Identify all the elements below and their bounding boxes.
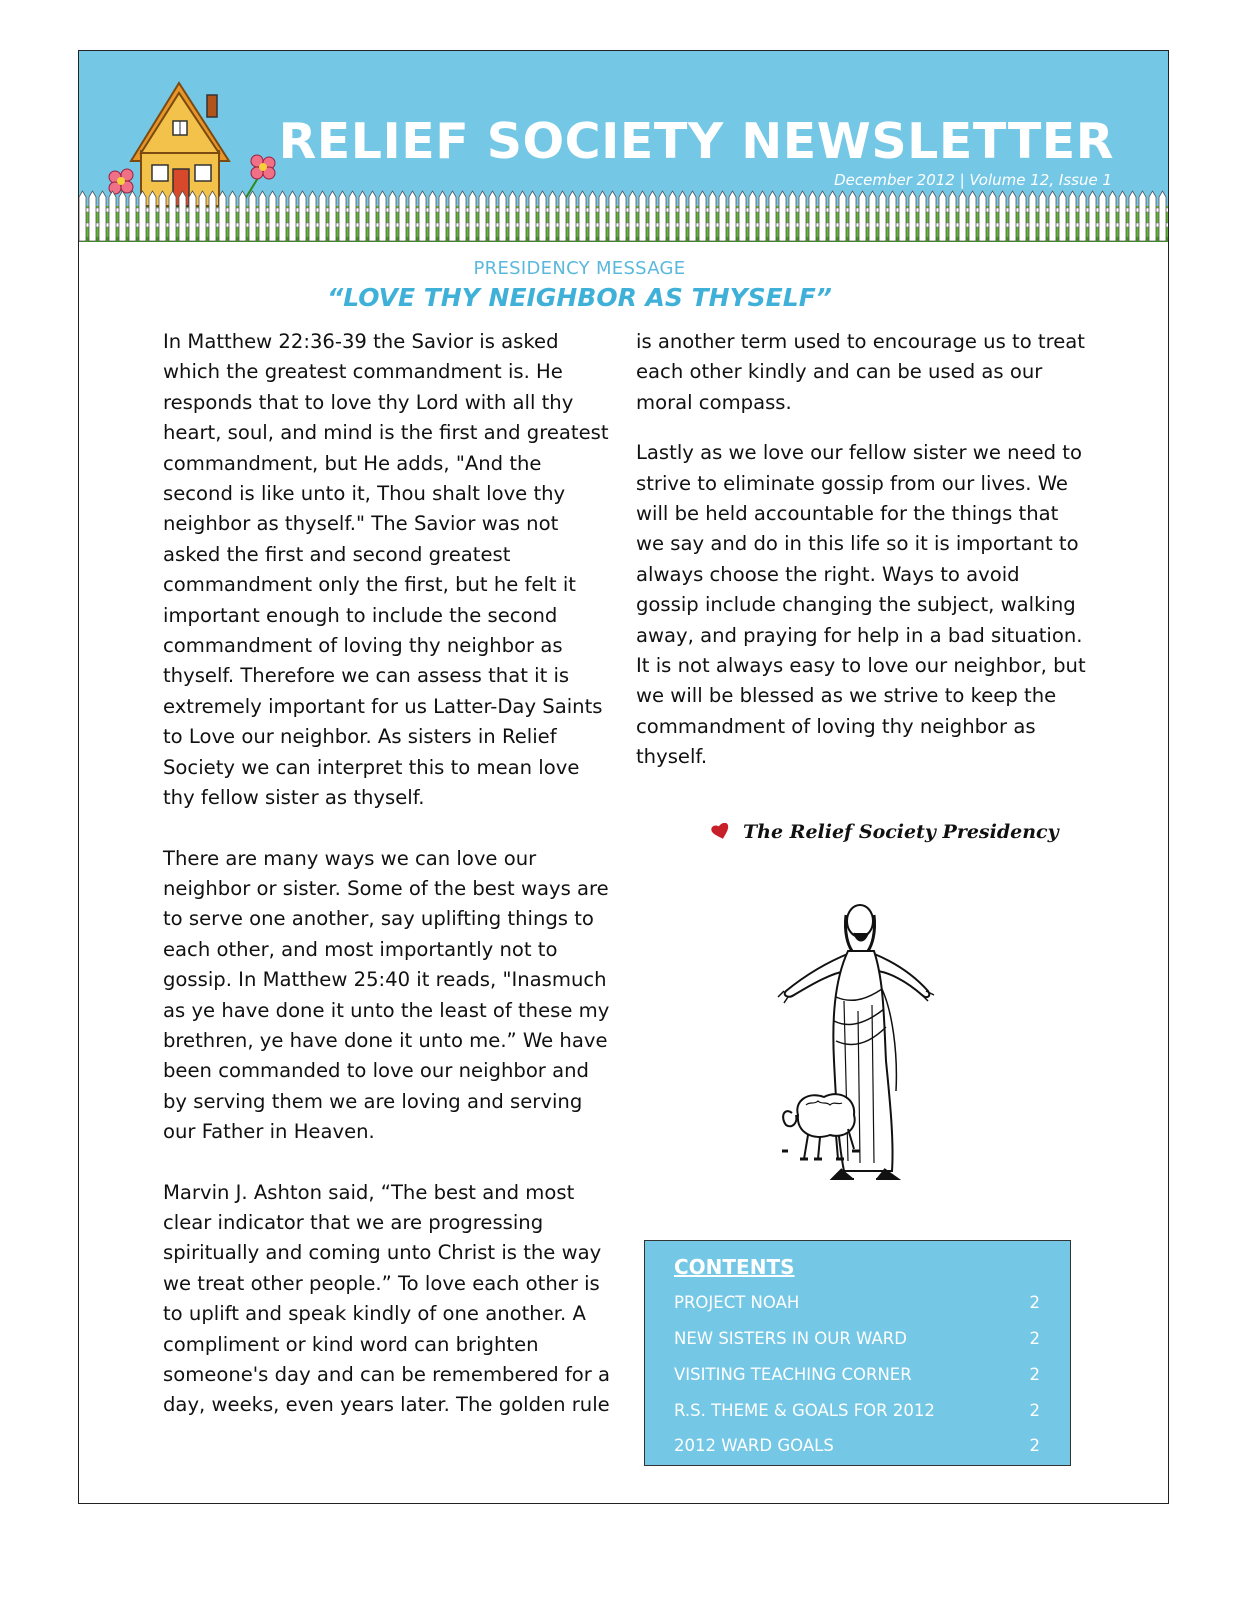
- fence-picket: [899, 191, 906, 241]
- article-paragraph: Marvin J. Ashton said, “The best and most clear indicator that we are progressing spiritually and coming unto Christ is the way we treat other people.” To love each other is to uplift and speak kindly of one another. A compliment or kind word can brighten someone's day and can be remembered for a day, weeks, even years later. The golden rule: [163, 1180, 611, 1417]
- fence-picket: [1019, 191, 1026, 241]
- fence-picket: [399, 191, 406, 241]
- fence-picket: [539, 191, 546, 241]
- fence-picket: [209, 191, 216, 241]
- fence-picket: [919, 191, 926, 241]
- fence-picket: [509, 191, 516, 241]
- issue-line: December 2012 | Volume 12, Issue 1: [834, 171, 1112, 189]
- fence-picket: [609, 191, 616, 241]
- contents-item-label: NEW SISTERS IN OUR WARD: [674, 1329, 907, 1348]
- fence-picket: [1029, 191, 1036, 241]
- fence-picket: [419, 191, 426, 241]
- fence-picket: [439, 191, 446, 241]
- fence-picket: [1139, 191, 1146, 241]
- contents-item-label: VISITING TEACHING CORNER: [674, 1365, 912, 1384]
- fence-picket: [909, 191, 916, 241]
- fence-picket: [1159, 191, 1166, 241]
- fence-picket: [239, 191, 246, 241]
- fence-picket: [849, 191, 856, 241]
- fence-picket: [859, 191, 866, 241]
- fence-picket: [489, 191, 496, 241]
- fence-picket: [469, 191, 476, 241]
- fence-picket: [739, 191, 746, 241]
- fence-picket: [999, 191, 1006, 241]
- fence-picket: [599, 191, 606, 241]
- contents-item-label: PROJECT NOAH: [674, 1293, 800, 1312]
- article-left-column: [163, 327, 615, 1421]
- fence-picket: [549, 191, 556, 241]
- contents-item[interactable]: [674, 1329, 1040, 1351]
- fence-picket: [789, 191, 796, 241]
- fence-picket: [1149, 191, 1156, 241]
- fence-picket: [1079, 191, 1086, 241]
- fence-picket: [779, 191, 786, 241]
- article-paragraph: is another term used to encourage us to treat each other kindly and can be used as our moral compass.: [636, 330, 1085, 414]
- fence-picket: [309, 191, 316, 241]
- fence-picket: [279, 191, 286, 241]
- fence-picket: [769, 191, 776, 241]
- fence-picket: [369, 191, 376, 241]
- fence-picket: [719, 191, 726, 241]
- fence-picket: [349, 191, 356, 241]
- contents-item-page: 2: [1029, 1365, 1040, 1384]
- fence-picket: [1039, 191, 1046, 241]
- fence-picket: [749, 191, 756, 241]
- newsletter-page: [78, 50, 1169, 1504]
- fence-picket: [819, 191, 826, 241]
- contents-item-label: 2012 WARD GOALS: [674, 1436, 834, 1455]
- fence-picket: [959, 191, 966, 241]
- fence-picket: [1109, 191, 1116, 241]
- fence-picket: [1129, 191, 1136, 241]
- fence-picket: [409, 191, 416, 241]
- fence-picket: [329, 191, 336, 241]
- fence-picket: [929, 191, 936, 241]
- fence-picket: [829, 191, 836, 241]
- fence-picket: [689, 191, 696, 241]
- newsletter-title: RELIEF SOCIETY NEWSLETTER: [278, 113, 1114, 170]
- fence-picket: [809, 191, 816, 241]
- contents-item-page: 2: [1029, 1329, 1040, 1348]
- fence-picket: [289, 191, 296, 241]
- fence-picket: [109, 191, 116, 241]
- heart-icon: [711, 823, 731, 840]
- fence-picket: [799, 191, 806, 241]
- fence-picket: [119, 191, 126, 241]
- fence-picket: [939, 191, 946, 241]
- contents-item-page: 2: [1029, 1293, 1040, 1312]
- fence-picket: [529, 191, 536, 241]
- fence-picket: [639, 191, 646, 241]
- fence-picket: [429, 191, 436, 241]
- fence-picket: [269, 191, 276, 241]
- article-right-column: [636, 327, 1086, 773]
- fence-picket: [1119, 191, 1126, 241]
- fence-picket: [839, 191, 846, 241]
- fence-picket: [89, 191, 96, 241]
- fence-picket: [1059, 191, 1066, 241]
- contents-item[interactable]: [674, 1365, 1040, 1387]
- fence-picket: [679, 191, 686, 241]
- fence-picket: [189, 191, 196, 241]
- fence-picket: [569, 191, 576, 241]
- fence-picket: [259, 191, 266, 241]
- fence-picket: [579, 191, 586, 241]
- fence-picket: [629, 191, 636, 241]
- fence-picket: [129, 191, 136, 241]
- fence-picket: [459, 191, 466, 241]
- newsletter-banner: [79, 51, 1168, 242]
- fence-picket: [99, 191, 106, 241]
- fence-picket: [879, 191, 886, 241]
- fence-picket: [519, 191, 526, 241]
- fence-picket: [229, 191, 236, 241]
- signature-text: The Relief Society Presidency: [743, 821, 1059, 843]
- fence-picket: [1049, 191, 1056, 241]
- fence-picket: [1069, 191, 1076, 241]
- fence-picket: [949, 191, 956, 241]
- fence-picket: [1099, 191, 1106, 241]
- fence-picket: [159, 191, 166, 241]
- fence-picket: [319, 191, 326, 241]
- fence-picket: [179, 191, 186, 241]
- fence-picket: [709, 191, 716, 241]
- fence-picket: [249, 191, 256, 241]
- fence-picket: [169, 191, 176, 241]
- fence-picket: [559, 191, 566, 241]
- fence-picket: [219, 191, 226, 241]
- fence-picket: [589, 191, 596, 241]
- contents-item[interactable]: [674, 1436, 1040, 1458]
- fence-picket: [989, 191, 996, 241]
- fence-picket: [359, 191, 366, 241]
- fence-picket: [339, 191, 346, 241]
- fence-picket: [79, 191, 86, 241]
- contents-item[interactable]: [674, 1401, 1040, 1423]
- section-label: PRESIDENCY MESSAGE: [473, 258, 686, 279]
- fence-picket: [379, 191, 386, 241]
- fence-picket: [889, 191, 896, 241]
- fence-picket: [699, 191, 706, 241]
- article-headline: “LOVE THY NEIGHBOR AS THYSELF”: [327, 283, 832, 312]
- fence-picket: [1089, 191, 1096, 241]
- fence-picket: [1009, 191, 1016, 241]
- fence-picket: [729, 191, 736, 241]
- fence-picket: [649, 191, 656, 241]
- fence-picket: [299, 191, 306, 241]
- fence-picket: [499, 191, 506, 241]
- fence-picket: [449, 191, 456, 241]
- contents-item-page: 2: [1029, 1436, 1040, 1455]
- contents-item-label: R.S. THEME & GOALS FOR 2012: [674, 1401, 935, 1420]
- fence-picket: [869, 191, 876, 241]
- fence-picket: [199, 191, 206, 241]
- fence-picket: [659, 191, 666, 241]
- fence-picket: [149, 191, 156, 241]
- contents-item-page: 2: [1029, 1401, 1040, 1420]
- contents-title: CONTENTS: [674, 1255, 795, 1279]
- fence-picket: [759, 191, 766, 241]
- picket-fence: [79, 191, 1168, 241]
- signature: [711, 821, 1059, 843]
- article-paragraph: Lastly as we love our fellow sister we need to strive to eliminate gossip from our lives. We will be held accountable for the things that we say and do in this life so it is important to always choose the right. Ways to avoid gossip include changing the subject, walking away, and praying for help in a bad situation. It is not always easy to love our neighbor, but we will be blessed as we strive to keep the commandment of loving thy neighbor as thyself.: [636, 441, 1086, 769]
- contents-item[interactable]: [674, 1293, 1040, 1315]
- article-paragraph: There are many ways we can love our neighbor or sister. Some of the best ways are to serve one another, say uplifting things to each other, and most importantly not to gossip. In Matthew 25:40 it reads, "Inasmuch as ye have done it unto the least of these my brethren, ye have done it unto me.” We have been commanded to love our neighbor and by serving them we are loving and serving our Father in Heaven.: [163, 846, 610, 1144]
- fence-picket: [619, 191, 626, 241]
- fence-picket: [669, 191, 676, 241]
- fence-picket: [139, 191, 146, 241]
- fence-picket: [389, 191, 396, 241]
- christ-with-lamb-illustration: [774, 901, 944, 1191]
- fence-picket: [479, 191, 486, 241]
- contents-box: [644, 1240, 1071, 1466]
- fence-picket: [969, 191, 976, 241]
- fence-picket: [979, 191, 986, 241]
- article-paragraph: In Matthew 22:36-39 the Savior is asked which the greatest commandment is. He responds that to love thy Lord with all thy heart, soul, and mind is the first and greatest commandment, but He adds, "And the second is like unto it, Thou shalt love thy neighbor as thyself." The Savior was not asked the first and second greatest commandment only the first, but he felt it important enough to include the second commandment of loving thy neighbor as thyself. Therefore we can assess that it is extremely important for us Latter-Day Saints to Love our neighbor. As sisters in Relief Society we can interpret this to mean love thy fellow sister as thyself.: [163, 330, 609, 810]
